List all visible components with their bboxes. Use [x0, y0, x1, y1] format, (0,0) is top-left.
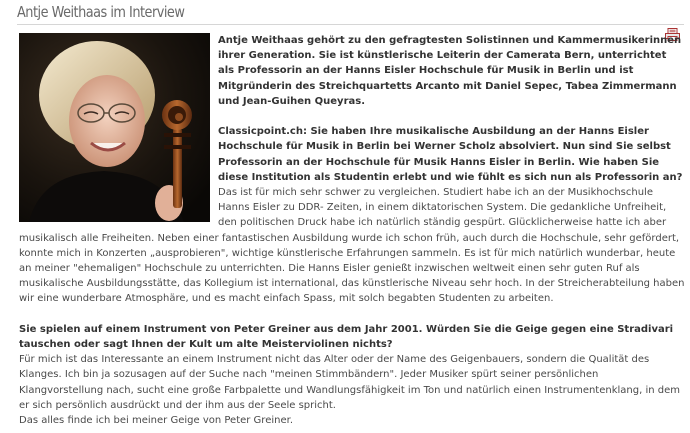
title-divider	[17, 24, 684, 25]
article-intro: Antje Weithaas gehört zu den gefragtesten Solistinnen und Kammermusikerinnen ihrer Generation. Sie ist künstlerische Leiterin der Camerata Bern, unterrichtet als Professorin an der Hanns Eisler Hochschule für Musik in Berlin und ist Mitgründerin des Streichquartetts Arcanto mit Daniel Sepec, Tabea Zimmermann und Jean-Guihen Queyras.	[218, 35, 682, 107]
article-body	[19, 33, 685, 428]
answer-1: Das ist für mich sehr schwer zu vergleichen. Studiert habe ich an der Musikhochschule Hanns Eisler zu DDR- Zeiten, in einem diktatorischen System. Die gedankliche Unfreiheit, den politischen Druck habe ich natürlich ständig gespürt. Glücklicherweise hatte ich aber musikalisch alle Freiheiten. Neben einer fantastischen Ausbildung wurde ich schon früh, auch durch die Hochschule, sehr gefördert, konnte mich in Konzerten „ausprobieren", wichtige künstlerische Erfahrungen sammeln. Es ist für mich natürlich wunderbar, heute an meiner "ehemaligen" Hochschule zu unterrichten. Die Hanns Eisler genießt inzwischen weltweit einen sehr guten Ruf als musikalische Ausbildungsstätte, das Kollegium ist international, das künstlerische Niveau sehr hoch. In der Streicherabteilung haben wir eine wunderbare Atmosphäre, und es macht einfach Spass, mit solch begabten Studenten zu arbeiten.	[19, 187, 685, 305]
paragraph-gap	[19, 307, 685, 322]
question-2: Sie spielen auf einem Instrument von Peter Greiner aus dem Jahr 2001. Würden Sie die Geige gegen eine Stradivari tauschen oder sagt Ihnen der Kult um alte Meisterviolinen nichts?	[19, 323, 674, 351]
answer-2: Für mich ist das Interessante an einem Instrument nicht das Alter oder der Name des Geigenbauers, sondern die Qualität des Klanges. Ich bin ja sozusagen auf der Suche nach "meinen Stimmbändern". Jeder Musiker spürt seiner persönlichen Klangvorstellung nach, sucht eine große Farbpalette und Wandlungsfähigkeit im Ton und natürlich einen Instrumentenklang, in dem er sich persönlich ausdrückt und der ihm aus der Seele spricht.	[19, 354, 680, 411]
page-title: Antje Weithaas im Interview	[17, 3, 185, 21]
answer-2-closing: Das alles finde ich bei meiner Geige von Peter Greiner.	[19, 415, 293, 427]
photo-spacer	[19, 33, 218, 222]
question-1: Classicpoint.ch: Sie haben Ihre musikalische Ausbildung an der Hanns Eisler Hochschule für Musik in Berlin bei Werner Scholz absolviert. Nun sind Sie selbst Professorin an der Hochschule für Musik Hanns Eisler in Berlin. Wie haben Sie diese Institution als Studentin erlebt und wie fühlt es sich nun als Professorin an?	[218, 126, 683, 183]
